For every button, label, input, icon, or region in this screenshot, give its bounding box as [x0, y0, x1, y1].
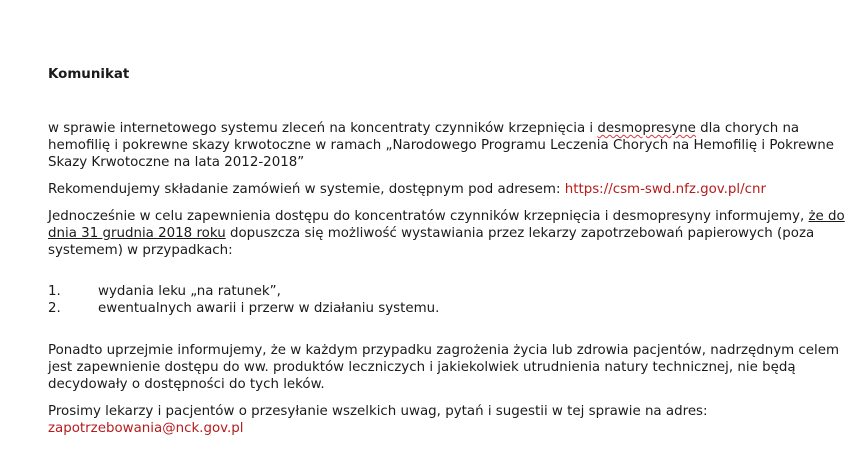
recommendation-paragraph [48, 181, 848, 198]
list-number: 2. [48, 301, 61, 316]
cases-list [48, 283, 848, 317]
contact-email-link[interactable]: zapotrzebowania@nck.gov.pl [48, 421, 244, 436]
contact-text: Prosimy lekarzy i pacjentów o przesyłanie wszelkich uwag, pytań i sugestii w tej sprawie na adres: [48, 404, 708, 419]
document-title: Komunikat [48, 67, 130, 82]
intro-text-after: dla chorych na hemofilię i pokrewne skazy krwotoczne w ramach „Narodowego Programu Leczenia Chorych na Hemofilię i Pokrewne Skazy Krwotoczne na lata 2012-2018” [48, 121, 835, 170]
deadline-paragraph [48, 208, 848, 259]
system-link[interactable]: https://csm-swd.nfz.gov.pl/cnr [564, 182, 767, 197]
deadline-underlined: że do dnia 31 grudnia 2018 roku [48, 209, 845, 241]
list-item [48, 283, 848, 300]
deadline-text-after: dopuszcza się możliwość wystawiania przez lekarzy zapotrzebowań papierowych (poza systemem) w przypadkach: [48, 226, 815, 258]
deadline-text-before: Jednocześnie w celu zapewnienia dostępu do koncentratów czynników krzepnięcia i desmopresyny informujemy, [48, 209, 809, 224]
safety-paragraph: Ponadto uprzejmie informujemy, że w każdym przypadku zagrożenia życia lub zdrowia pacjentów, nadrzędnym celem jest zapewnienie dostępu do ww. produktów leczniczych i jakiekolwiek utrudnienia natury technicznej, nie będą decydowały o dostępności do tych leków. [48, 343, 840, 392]
intro-text-before: w sprawie internetowego systemu zleceń na koncentraty czynników krzepnięcia i [48, 121, 598, 136]
spellcheck-flagged-word[interactable]: desmopresyne [597, 121, 696, 136]
recommendation-text: Rekomendujemy składanie zamówień w systemie, dostępnym pod adresem: [48, 182, 565, 197]
contact-paragraph [48, 403, 848, 437]
intro-paragraph [48, 120, 848, 171]
list-number: 1. [48, 284, 61, 299]
list-text: ewentualnych awarii i przerw w działaniu systemu. [98, 301, 440, 316]
list-item [48, 300, 848, 317]
list-text: wydania leku „na ratunek”, [98, 284, 281, 299]
